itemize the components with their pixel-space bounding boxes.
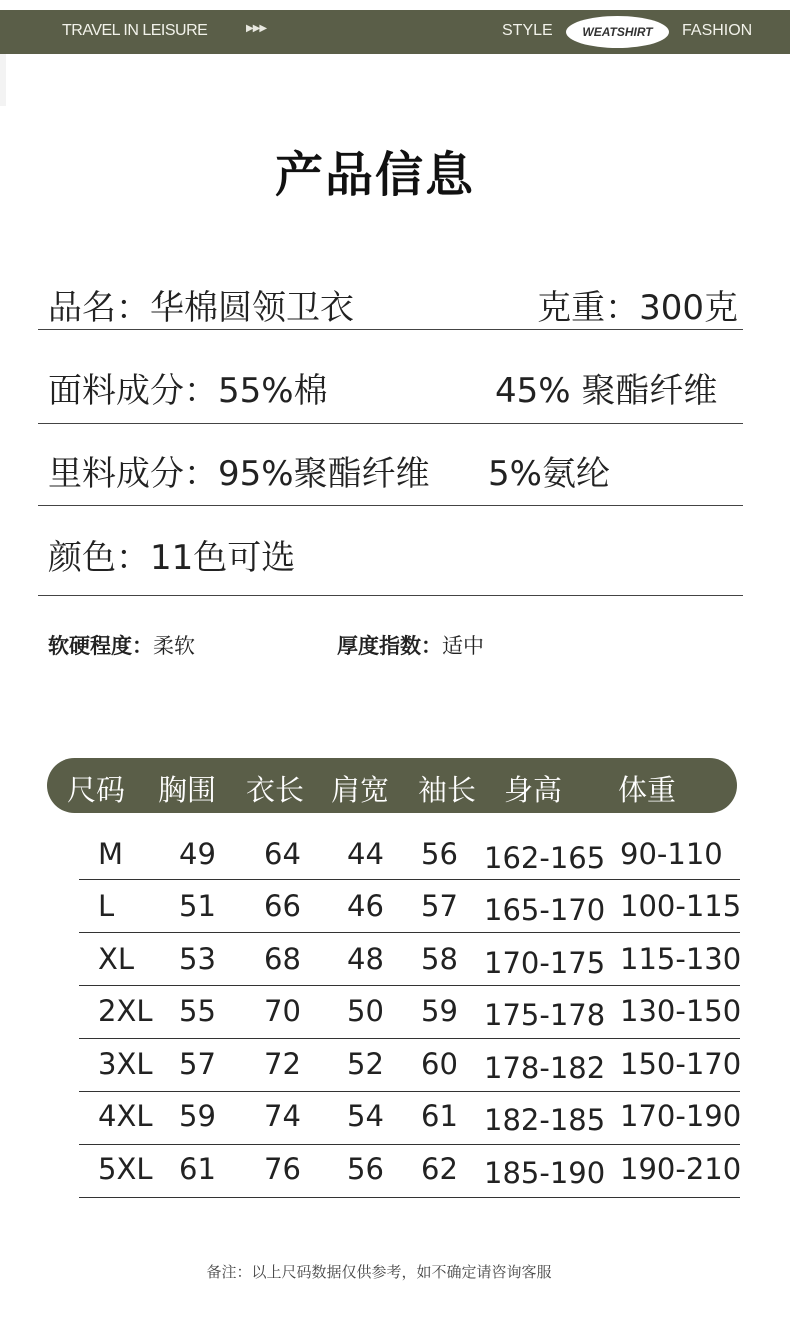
arrows-icon: ▶▶▶ bbox=[246, 23, 267, 34]
header-weight: 体重 bbox=[618, 773, 677, 807]
cell-shoulder: 56 bbox=[347, 1152, 384, 1186]
cell-size: XL bbox=[98, 942, 135, 976]
cell-weight: 100-115 bbox=[620, 889, 742, 923]
cell-length: 64 bbox=[264, 837, 301, 871]
table-row bbox=[79, 880, 740, 933]
product-name: 品名：华棉圆领卫衣 bbox=[48, 288, 354, 328]
fabric-composition: 面料成分：55%棉 bbox=[48, 371, 328, 411]
cell-length: 70 bbox=[264, 994, 301, 1028]
banner-fashion-text: FASHION bbox=[682, 22, 753, 39]
thickness-value: 适中 bbox=[442, 634, 484, 658]
cell-chest: 53 bbox=[179, 942, 216, 976]
cell-weight: 150-170 bbox=[620, 1047, 742, 1081]
cell-length: 74 bbox=[264, 1099, 301, 1133]
banner-pill: WEATSHIRT bbox=[566, 16, 669, 48]
header-sleeve: 袖长 bbox=[418, 773, 477, 807]
cell-sleeve: 58 bbox=[421, 942, 458, 976]
cell-chest: 57 bbox=[179, 1047, 216, 1081]
size-table-header bbox=[47, 758, 737, 813]
table-row bbox=[79, 827, 740, 880]
cell-sleeve: 61 bbox=[421, 1099, 458, 1133]
header-height: 身高 bbox=[504, 773, 563, 807]
table-row bbox=[79, 933, 740, 986]
info-row-lining bbox=[38, 424, 743, 506]
cell-sleeve: 57 bbox=[421, 889, 458, 923]
cell-shoulder: 44 bbox=[347, 837, 384, 871]
table-row bbox=[79, 1039, 740, 1092]
cell-height: 175-178 bbox=[484, 998, 606, 1032]
top-banner bbox=[0, 10, 790, 54]
cell-weight: 170-190 bbox=[620, 1099, 742, 1133]
lining-composition-extra: 5%氨纶 bbox=[488, 454, 610, 494]
softness bbox=[48, 630, 195, 660]
cell-shoulder: 52 bbox=[347, 1047, 384, 1081]
cell-length: 72 bbox=[264, 1047, 301, 1081]
cell-weight: 90-110 bbox=[620, 837, 723, 871]
thickness bbox=[337, 630, 484, 660]
lining-composition: 里料成分：95%聚酯纤维 bbox=[48, 454, 430, 494]
color-options: 颜色：11色可选 bbox=[48, 538, 296, 578]
cell-shoulder: 46 bbox=[347, 889, 384, 923]
cell-size: 4XL bbox=[98, 1099, 153, 1133]
cell-shoulder: 48 bbox=[347, 942, 384, 976]
cell-chest: 55 bbox=[179, 994, 216, 1028]
cell-weight: 115-130 bbox=[620, 942, 742, 976]
cell-height: 182-185 bbox=[484, 1103, 606, 1137]
info-row-color bbox=[38, 506, 743, 596]
info-row-name bbox=[38, 270, 743, 330]
product-weight: 克重：300克 bbox=[537, 288, 738, 328]
cell-size: M bbox=[98, 837, 124, 871]
cell-chest: 61 bbox=[179, 1152, 216, 1186]
cell-height: 185-190 bbox=[484, 1156, 606, 1190]
table-row bbox=[79, 1145, 740, 1198]
cell-weight: 190-210 bbox=[620, 1152, 742, 1186]
header-chest: 胸围 bbox=[158, 773, 217, 807]
table-row bbox=[79, 1092, 740, 1145]
cell-weight: 130-150 bbox=[620, 994, 742, 1028]
cell-length: 68 bbox=[264, 942, 301, 976]
footnote: 备注：以上尺码数据仅供参考，如不确定请咨询客服 bbox=[206, 1263, 552, 1281]
cell-height: 165-170 bbox=[484, 893, 606, 927]
cell-chest: 51 bbox=[179, 889, 216, 923]
cell-size: L bbox=[98, 889, 115, 923]
cell-length: 76 bbox=[264, 1152, 301, 1186]
banner-left-text: TRAVEL IN LEISURE bbox=[62, 22, 208, 39]
cell-height: 162-165 bbox=[484, 841, 606, 875]
banner-style-text: STYLE bbox=[502, 22, 553, 39]
cell-size: 5XL bbox=[98, 1152, 153, 1186]
cell-sleeve: 59 bbox=[421, 994, 458, 1028]
table-row bbox=[79, 986, 740, 1039]
cell-shoulder: 50 bbox=[347, 994, 384, 1028]
cell-size: 2XL bbox=[98, 994, 153, 1028]
header-length: 衣长 bbox=[246, 773, 305, 807]
page-title: 产品信息 bbox=[274, 147, 475, 203]
header-size: 尺码 bbox=[67, 773, 126, 807]
info-row-fabric bbox=[38, 330, 743, 424]
header-shoulder: 肩宽 bbox=[331, 773, 390, 807]
cell-sleeve: 56 bbox=[421, 837, 458, 871]
softness-label: 软硬程度： bbox=[48, 634, 153, 658]
cell-chest: 59 bbox=[179, 1099, 216, 1133]
cell-sleeve: 62 bbox=[421, 1152, 458, 1186]
edge-decoration bbox=[0, 54, 6, 106]
cell-size: 3XL bbox=[98, 1047, 153, 1081]
cell-height: 170-175 bbox=[484, 946, 606, 980]
cell-shoulder: 54 bbox=[347, 1099, 384, 1133]
cell-sleeve: 60 bbox=[421, 1047, 458, 1081]
fabric-composition-extra: 45% 聚酯纤维 bbox=[495, 371, 718, 411]
softness-value: 柔软 bbox=[153, 634, 195, 658]
thickness-label: 厚度指数： bbox=[337, 634, 442, 658]
cell-length: 66 bbox=[264, 889, 301, 923]
cell-chest: 49 bbox=[179, 837, 216, 871]
cell-height: 178-182 bbox=[484, 1051, 606, 1085]
